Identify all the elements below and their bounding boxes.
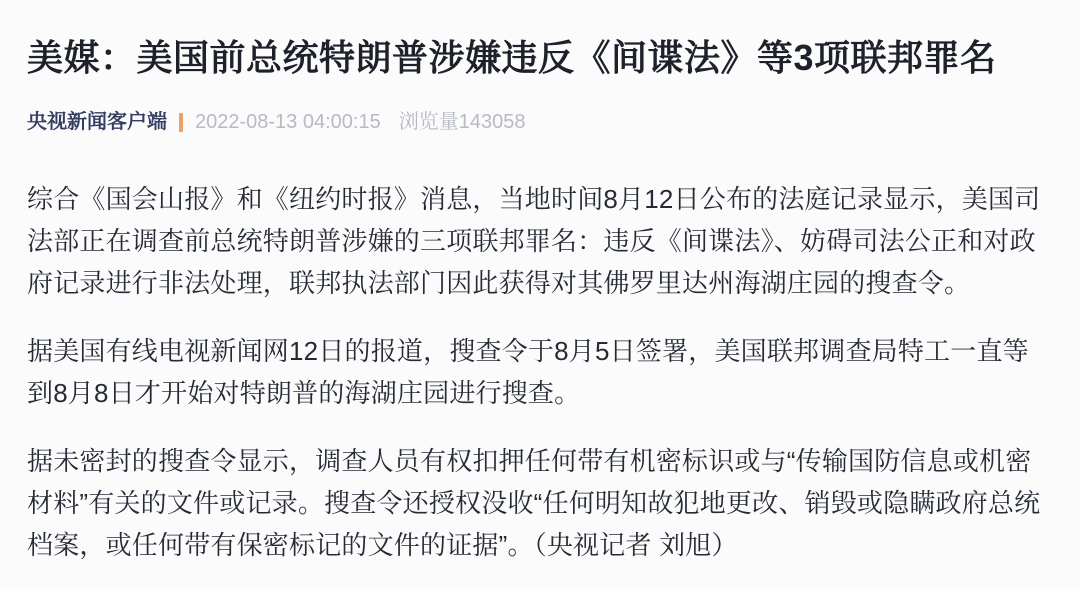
article-paragraph: 据未密封的搜查令显示，调查人员有权扣押任何带有机密标识或与“传输国防信息或机密材料”有关的文件或记录。搜查令还授权没收“任何明知故犯地更改、销毁或隐瞒政府总统档案，或任何带有保密标记的文件的证据”。（央视记者 刘旭） [27, 446, 1041, 560]
view-count: 浏览量143058 [398, 111, 526, 133]
article-paragraph: 综合《国会山报》和《纽约时报》消息，当地时间8月12日公布的法庭记录显示，美国司法部正在调查前总统特朗普涉嫌的三项联邦罪名：违反《间谍法》、妨碍司法公正和对政府记录进行非法处理，联邦执法部门因此获得对其佛罗里达州海湖庄园的搜查令。 [27, 184, 1041, 298]
byline [27, 110, 1052, 134]
source-name[interactable]: 央视新闻客户端 [27, 111, 167, 133]
article-paragraph: 据美国有线电视新闻网12日的报道，搜查令于8月5日签署，美国联邦调查局特工一直等到8月8日才开始对特朗普的海湖庄园进行搜查。 [27, 336, 1029, 408]
separator-bar [179, 113, 183, 132]
publish-time: 2022-08-13 04:00:15 [195, 111, 381, 133]
article-body [27, 178, 1052, 566]
article-title: 美媒：美国前总统特朗普涉嫌违反《间谍法》等3项联邦罪名 [27, 37, 997, 78]
